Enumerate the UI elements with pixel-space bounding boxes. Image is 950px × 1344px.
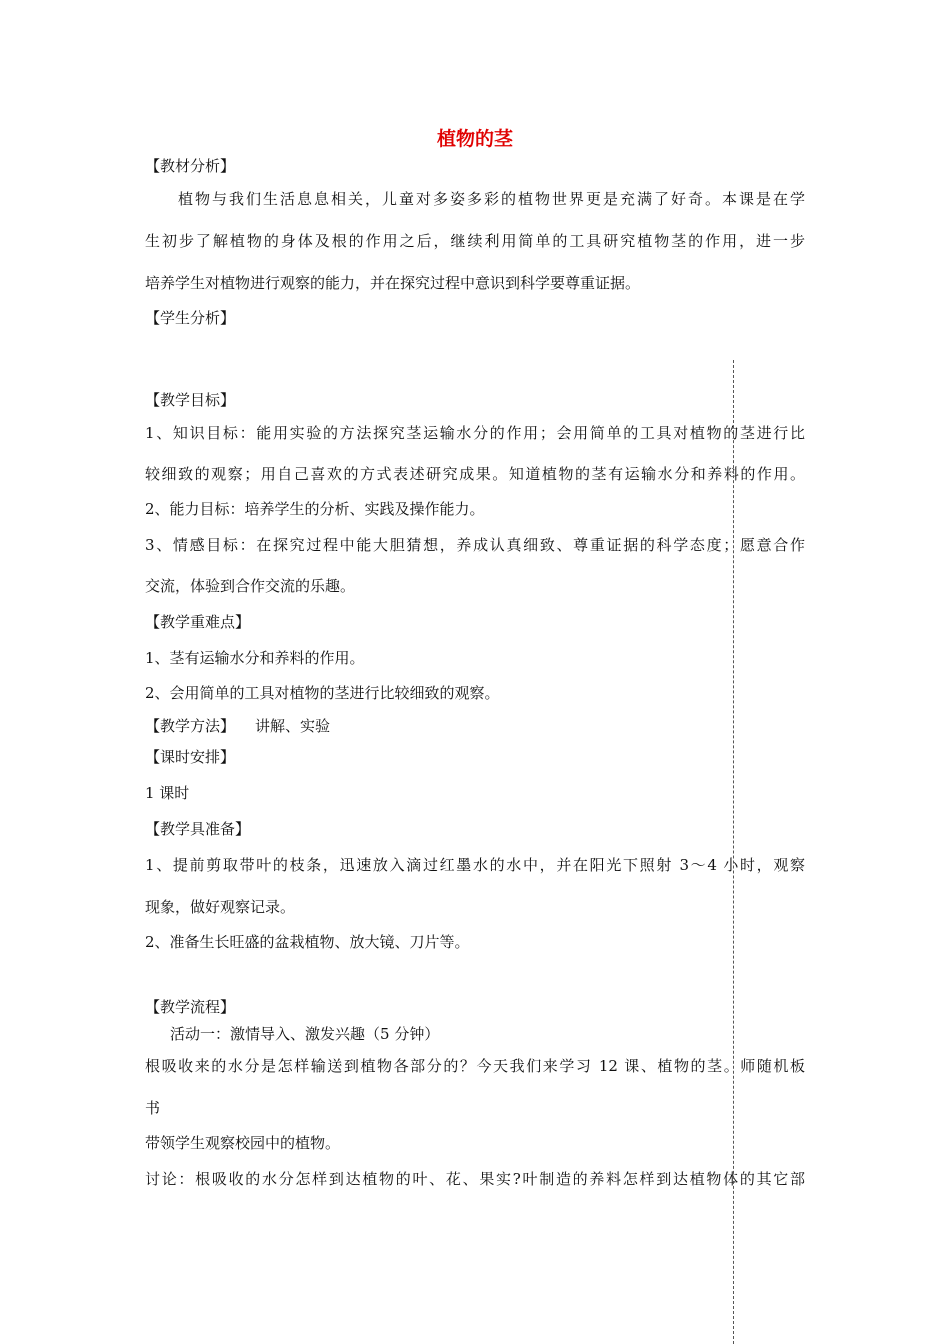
goal-line: 较细致的观察；用自己喜欢的方式表述研究成果。知道植物的茎有运输水分和养料的作用。 bbox=[145, 465, 805, 483]
section-heading-textbook: 【教材分析】 bbox=[145, 157, 236, 175]
section-heading-method: 【教学方法】 bbox=[145, 717, 236, 735]
goal-line: 1、知识目标：能用实验的方法探究茎运输水分的作用；会用简单的工具对植物的茎进行比 bbox=[145, 424, 805, 442]
goal-line: 交流，体验到合作交流的乐趣。 bbox=[145, 577, 356, 595]
section-heading-goals: 【教学目标】 bbox=[145, 391, 236, 409]
section-heading-flow: 【教学流程】 bbox=[145, 998, 236, 1016]
key-point-line: 1、茎有运输水分和养料的作用。 bbox=[145, 649, 365, 667]
margin-dashed-line bbox=[733, 360, 734, 1344]
method-line bbox=[145, 717, 330, 735]
paragraph-line: 生初步了解植物的身体及根的作用之后，继续利用简单的工具研究植物茎的作用，进一步 bbox=[145, 232, 805, 250]
time-text: 1 课时 bbox=[145, 784, 190, 802]
section-heading-prep: 【教学具准备】 bbox=[145, 820, 251, 838]
flow-line: 带领学生观察校园中的植物。 bbox=[145, 1134, 341, 1152]
prep-line: 2、准备生长旺盛的盆栽植物、放大镜、刀片等。 bbox=[145, 933, 470, 951]
goal-line: 2、能力目标：培养学生的分析、实践及操作能力。 bbox=[145, 500, 485, 518]
flow-line: 书 bbox=[145, 1099, 161, 1117]
document-title: 植物的茎 bbox=[436, 128, 513, 150]
section-heading-time: 【课时安排】 bbox=[145, 748, 236, 766]
method-text: 讲解、实验 bbox=[255, 717, 331, 735]
section-heading-key-points: 【教学重难点】 bbox=[145, 613, 251, 631]
prep-line: 1、提前剪取带叶的枝条，迅速放入滴过红墨水的水中，并在阳光下照射 3～4 小时，观察 bbox=[145, 856, 805, 874]
goal-line: 3、情感目标：在探究过程中能大胆猜想，养成认真细致、尊重证据的科学态度；愿意合作 bbox=[145, 536, 805, 554]
key-point-line: 2、会用简单的工具对植物的茎进行比较细致的观察。 bbox=[145, 684, 500, 702]
activity-heading: 活动一：激情导入、激发兴趣（5 分钟） bbox=[170, 1025, 440, 1043]
flow-line: 讨论：根吸收的水分怎样到达植物的叶、花、果实?叶制造的养料怎样到达植物体的其它部 bbox=[145, 1170, 805, 1188]
paragraph-line: 植物与我们生活息息相关，儿童对多姿多彩的植物世界更是充满了好奇。本课是在学 bbox=[178, 190, 805, 208]
flow-line: 根吸收来的水分是怎样输送到植物各部分的？今天我们来学习 12 课、植物的茎。师随机板 bbox=[145, 1057, 805, 1075]
section-heading-student: 【学生分析】 bbox=[145, 309, 236, 327]
paragraph-line: 培养学生对植物进行观察的能力，并在探究过程中意识到科学要尊重证据。 bbox=[145, 274, 641, 292]
prep-line: 现象，做好观察记录。 bbox=[145, 898, 296, 916]
